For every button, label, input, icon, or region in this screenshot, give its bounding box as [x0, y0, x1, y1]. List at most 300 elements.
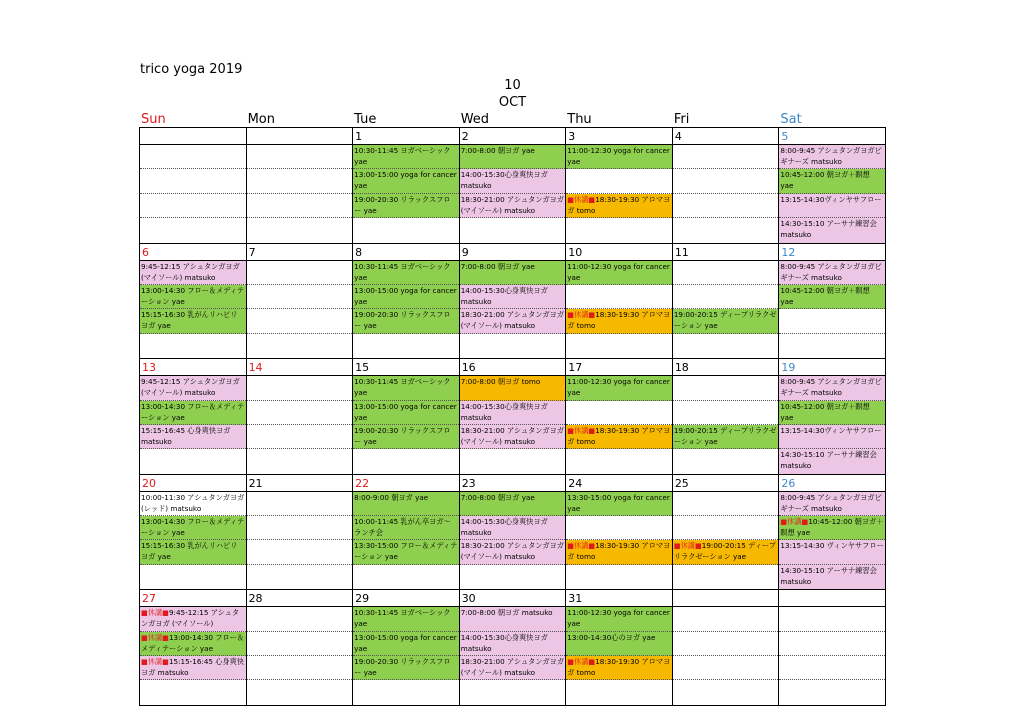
- class-slot: [140, 401, 246, 425]
- class-slot: [140, 492, 246, 516]
- day-cell: [246, 474, 353, 590]
- class-text: 18:30-21:00 アシュタンガヨガ (マイソール) matsuko: [460, 310, 565, 331]
- date-number: 23: [460, 475, 566, 492]
- day-cell: [353, 359, 460, 475]
- class-slot: [460, 401, 566, 425]
- day-cell: [779, 359, 886, 475]
- day-cell: [353, 474, 460, 590]
- class-slot: [247, 540, 353, 564]
- class-text: 15:15-16:30 乳がんリハビリヨガ yae: [141, 541, 238, 562]
- class-slot: [140, 376, 246, 400]
- class-slot: [566, 449, 672, 473]
- class-slot: [566, 145, 672, 169]
- day-cell: [566, 128, 673, 244]
- class-slot: [353, 285, 459, 309]
- class-text: 11:00-12:30 yoga for cancer yae: [567, 377, 670, 398]
- class-slot: [673, 492, 779, 516]
- class-slot: [353, 565, 459, 589]
- class-text: 7:00-8:00 朝ヨガ yae: [460, 146, 535, 155]
- class-slot: [566, 376, 672, 400]
- class-text: 9:45-12:15 アシュタンガヨガ (マイソール) matsuko: [141, 377, 240, 398]
- class-slot: [353, 516, 459, 540]
- class-text: 14:30-15:10 アーサナ練習会 matsuko: [780, 219, 877, 240]
- date-number: [779, 590, 885, 607]
- date-number: 7: [247, 244, 353, 261]
- class-text: 19:00-20:30 リラックスフロー yae: [354, 425, 451, 446]
- day-cell: [566, 243, 673, 359]
- class-slot: [460, 169, 566, 193]
- class-text: 13:15-14:30ヴィンヤサフロー: [780, 194, 882, 204]
- class-slot: [247, 656, 353, 680]
- date-number: 19: [779, 359, 885, 376]
- class-slot: [673, 680, 779, 704]
- day-cell: [672, 474, 779, 590]
- class-slot: [566, 285, 672, 309]
- class-slot: [673, 169, 779, 193]
- class-slot: [247, 680, 353, 704]
- day-cell: [779, 474, 886, 590]
- class-text: 13:00-15:00 yoga for cancer yae: [354, 401, 457, 422]
- class-text: 13:00-14:30 フロー＆メディテーション yae: [141, 401, 245, 422]
- class-slot: [779, 656, 885, 680]
- date-number: 22: [353, 475, 459, 492]
- class-slot: [353, 401, 459, 425]
- class-slot: [460, 145, 566, 169]
- class-slot: [566, 261, 672, 285]
- class-slot: [460, 425, 566, 449]
- class-text: 14:00-15:30心身爽快ヨガ matsuko: [460, 632, 548, 653]
- class-slot: [353, 607, 459, 631]
- day-cell: [140, 474, 247, 590]
- class-slot: [566, 656, 672, 680]
- class-text: 7:00-8:00 朝ヨガ yae: [460, 492, 535, 502]
- date-number: 25: [673, 475, 779, 492]
- class-text: 14:00-15:30心身爽快ヨガ matsuko: [460, 170, 548, 191]
- class-slot: [353, 449, 459, 473]
- class-slot: [566, 680, 672, 704]
- class-text: 18:30-19:30 アロマヨガ tomo: [567, 194, 671, 215]
- date-number: 6: [140, 244, 246, 261]
- cancelled-mark: ■休講■: [567, 194, 596, 204]
- class-slot: [779, 261, 885, 285]
- class-text: 19:00-20:15 ディープリラクゼーション yae: [673, 310, 777, 331]
- day-cell: [459, 128, 566, 244]
- class-slot: [673, 425, 779, 449]
- class-text: 8:00-9:00 朝ヨガ yae: [354, 492, 429, 502]
- date-number: 17: [566, 359, 672, 376]
- class-text: 15:15-16:45 心身爽快ヨガ matsuko: [141, 425, 231, 446]
- class-text: 10:00-11:45 乳がん卒ヨガ～ランチ会: [354, 517, 451, 538]
- class-slot: [140, 194, 246, 218]
- class-slot: [673, 516, 779, 540]
- class-slot: [460, 194, 566, 218]
- class-slot: [779, 334, 885, 358]
- class-slot: [566, 540, 672, 564]
- class-slot: [247, 309, 353, 333]
- class-slot: [247, 376, 353, 400]
- date-number: 29: [353, 590, 459, 607]
- class-slot: [566, 309, 672, 333]
- class-slot: [460, 565, 566, 589]
- class-text: 11:00-12:30 yoga for cancer yae: [567, 146, 670, 166]
- class-text: 18:30-19:30 アロマヨガ tomo: [567, 425, 671, 446]
- date-number: 28: [247, 590, 353, 607]
- class-slot: [460, 449, 566, 473]
- class-slot: [247, 145, 353, 169]
- week-row: [140, 590, 886, 706]
- class-text: 18:30-19:30 アロマヨガ tomo: [567, 657, 671, 678]
- class-text: 15:15-16:30 乳がんリハビリヨガ yae: [141, 310, 238, 331]
- class-slot: [779, 218, 885, 242]
- class-slot: [353, 632, 459, 656]
- date-number: 11: [673, 244, 779, 261]
- class-slot: [566, 632, 672, 656]
- class-text: 18:30-19:30 アロマヨガ tomo: [567, 310, 671, 331]
- day-cell: [140, 359, 247, 475]
- day-cell: [566, 590, 673, 706]
- class-slot: [247, 334, 353, 358]
- class-text: 8:00-9:45 アシュタンガヨガビギナーズ matsuko: [780, 146, 882, 166]
- week-row: [140, 128, 886, 244]
- class-slot: [140, 309, 246, 333]
- class-text: 13:00-14:30 フロー＆メディテーション yae: [141, 632, 245, 653]
- class-text: 14:00-15:30心身爽快ヨガ matsuko: [460, 401, 548, 422]
- class-slot: [779, 449, 885, 473]
- class-slot: [140, 656, 246, 680]
- class-text: 8:00-9:45 アシュタンガヨガビギナーズ matsuko: [780, 492, 882, 513]
- class-text: 13:30-15:00 フロー＆メディテーション yae: [354, 541, 458, 562]
- class-slot: [566, 401, 672, 425]
- class-text: 19:00-20:30 リラックスフロー yae: [354, 310, 451, 331]
- class-text: 13:15-14:30ヴィンヤサフロー: [780, 425, 882, 435]
- class-text: 13:00-14:30 フロー＆メディテーション yae: [141, 517, 245, 538]
- class-text: 19:00-20:30 リラックスフロー yae: [354, 194, 451, 215]
- class-slot: [673, 145, 779, 169]
- date-number: 21: [247, 475, 353, 492]
- class-slot: [566, 218, 672, 242]
- class-slot: [353, 425, 459, 449]
- date-number: 14: [247, 359, 353, 376]
- date-number: 4: [673, 128, 779, 145]
- class-slot: [247, 261, 353, 285]
- class-slot: [779, 540, 885, 564]
- class-slot: [247, 218, 353, 242]
- class-slot: [566, 492, 672, 516]
- class-slot: [566, 607, 672, 631]
- class-slot: [460, 492, 566, 516]
- class-slot: [779, 607, 885, 631]
- cancelled-mark: ■休講■: [567, 657, 596, 667]
- class-slot: [460, 516, 566, 540]
- weekday-tue: Tue: [354, 112, 377, 127]
- class-slot: [673, 565, 779, 589]
- class-text: 13:00-14:30心のヨガ yae: [567, 632, 656, 642]
- class-text: 18:30-21:00 アシュタンガヨガ (マイソール) matsuko: [460, 425, 565, 446]
- class-slot: [460, 632, 566, 656]
- class-slot: [673, 334, 779, 358]
- class-text: 7:00-8:00 朝ヨガ tomo: [460, 377, 541, 387]
- day-cell: [672, 128, 779, 244]
- class-slot: [353, 194, 459, 218]
- class-slot: [566, 565, 672, 589]
- class-slot: [673, 449, 779, 473]
- class-text: 10:45-12:00 朝ヨガ＋瞑想 yae: [780, 517, 884, 538]
- class-slot: [247, 565, 353, 589]
- month-name: OCT: [498, 95, 527, 110]
- date-number: 18: [673, 359, 779, 376]
- class-slot: [673, 194, 779, 218]
- class-slot: [460, 607, 566, 631]
- day-cell: [779, 243, 886, 359]
- class-text: 14:00-15:30心身爽快ヨガ matsuko: [460, 285, 548, 306]
- class-slot: [140, 334, 246, 358]
- cancelled-mark: ■休講■: [567, 425, 596, 435]
- class-slot: [140, 565, 246, 589]
- date-number: 24: [566, 475, 672, 492]
- date-number: 8: [353, 244, 459, 261]
- class-text: 7:00-8:00 朝ヨガ yae: [460, 261, 535, 271]
- class-slot: [779, 492, 885, 516]
- day-cell: [672, 590, 779, 706]
- class-text: 13:15-14:30 ヴィンヤサフロー: [780, 541, 884, 551]
- class-text: 14:30-15:10 アーサナ練習会 matsuko: [780, 565, 877, 586]
- class-slot: [247, 607, 353, 631]
- class-slot: [673, 656, 779, 680]
- class-slot: [460, 285, 566, 309]
- class-slot: [353, 540, 459, 564]
- class-text: 8:00-9:45 アシュタンガヨガビギナーズ matsuko: [780, 377, 882, 398]
- day-cell: [140, 243, 247, 359]
- class-slot: [673, 401, 779, 425]
- class-slot: [353, 169, 459, 193]
- day-cell: [459, 474, 566, 590]
- date-number: 31: [566, 590, 672, 607]
- date-number: 9: [460, 244, 566, 261]
- class-slot: [140, 285, 246, 309]
- class-slot: [353, 656, 459, 680]
- date-number: 10: [566, 244, 672, 261]
- day-cell: [566, 359, 673, 475]
- class-text: 18:30-21:00 アシュタンガヨガ (マイソール) matsuko: [460, 541, 565, 562]
- class-slot: [353, 145, 459, 169]
- class-slot: [566, 516, 672, 540]
- cancelled-mark: ■休講■: [141, 608, 169, 618]
- weekday-thu: Thu: [567, 112, 592, 127]
- class-slot: [779, 376, 885, 400]
- class-slot: [779, 285, 885, 309]
- class-text: 8:00-9:45 アシュタンガヨガビギナーズ matsuko: [780, 261, 882, 282]
- class-text: 10:45-12:00 朝ヨガ＋瞑想 yae: [780, 401, 870, 422]
- day-cell: [353, 243, 460, 359]
- class-slot: [353, 376, 459, 400]
- day-cell: [672, 359, 779, 475]
- date-number: 16: [460, 359, 566, 376]
- date-number: 12: [779, 244, 885, 261]
- class-slot: [247, 401, 353, 425]
- date-number: 1: [353, 128, 459, 145]
- class-slot: [779, 632, 885, 656]
- class-slot: [566, 194, 672, 218]
- date-number: 30: [460, 590, 566, 607]
- class-slot: [673, 309, 779, 333]
- day-cell: [246, 359, 353, 475]
- class-text: 19:00-20:15 ディープリラクゼーション yae: [673, 541, 776, 562]
- class-slot: [460, 540, 566, 564]
- class-text: 11:00-12:30 yoga for cancer yae: [567, 261, 670, 282]
- class-text: 11:00-12:30 yoga for cancer yae: [567, 608, 670, 629]
- class-slot: [140, 607, 246, 631]
- week-row: [140, 359, 886, 475]
- date-number: 15: [353, 359, 459, 376]
- day-cell: [779, 128, 886, 244]
- class-slot: [460, 309, 566, 333]
- class-text: 14:00-15:30心身爽快ヨガ matsuko: [460, 517, 548, 538]
- class-slot: [779, 145, 885, 169]
- date-number: 20: [140, 475, 246, 492]
- class-text: 10:00-11:30 アシュタンガヨガ (レッド) matsuko: [141, 492, 245, 513]
- class-slot: [140, 425, 246, 449]
- day-cell: [353, 590, 460, 706]
- class-slot: [779, 565, 885, 589]
- class-text: 10:30-11:45 ヨガベーシック yae: [354, 146, 451, 166]
- class-slot: [140, 261, 246, 285]
- class-slot: [673, 218, 779, 242]
- class-slot: [247, 194, 353, 218]
- class-slot: [673, 285, 779, 309]
- class-text: 18:30-21:00 アシュタンガヨガ (マイソール) matsuko: [460, 657, 565, 678]
- class-text: 18:30-21:00 アシュタンガヨガ (マイソール) matsuko: [460, 194, 565, 215]
- day-cell: [140, 590, 247, 706]
- class-slot: [247, 516, 353, 540]
- cancelled-mark: ■休講■: [567, 541, 596, 551]
- class-slot: [673, 632, 779, 656]
- class-slot: [460, 261, 566, 285]
- class-text: 13:00-15:00 yoga for cancer yae: [354, 285, 457, 306]
- class-slot: [460, 218, 566, 242]
- class-slot: [460, 376, 566, 400]
- date-number: 27: [140, 590, 246, 607]
- day-cell: [566, 474, 673, 590]
- date-number: [247, 128, 353, 145]
- class-slot: [140, 632, 246, 656]
- class-slot: [353, 680, 459, 704]
- weekday-mon: Mon: [247, 112, 275, 127]
- cancelled-mark: ■休講■: [141, 632, 169, 642]
- day-cell: [672, 243, 779, 359]
- class-slot: [140, 145, 246, 169]
- day-cell: [779, 590, 886, 706]
- class-slot: [779, 401, 885, 425]
- week-row: [140, 243, 886, 359]
- date-number: 3: [566, 128, 672, 145]
- class-slot: [247, 425, 353, 449]
- class-text: 9:45-12:15 アシュタンガヨガ (マイソール): [141, 608, 240, 629]
- week-row: [140, 474, 886, 590]
- class-slot: [779, 680, 885, 704]
- class-text: 7:00-8:00 朝ヨガ matsuko: [460, 608, 553, 618]
- class-slot: [353, 309, 459, 333]
- class-slot: [247, 449, 353, 473]
- date-number: 5: [779, 128, 885, 145]
- class-slot: [353, 218, 459, 242]
- class-slot: [779, 194, 885, 218]
- class-slot: [673, 607, 779, 631]
- date-number: [673, 590, 779, 607]
- class-slot: [353, 334, 459, 358]
- class-slot: [779, 516, 885, 540]
- class-text: 13:00-15:00 yoga for cancer yae: [354, 632, 457, 653]
- weekday-wed: Wed: [460, 112, 490, 127]
- class-slot: [140, 680, 246, 704]
- day-cell: [459, 590, 566, 706]
- weekday-sat: Sat: [780, 112, 802, 127]
- class-text: 10:30-11:45 ヨガベーシック yae: [354, 261, 451, 282]
- class-slot: [247, 285, 353, 309]
- cancelled-mark: ■休講■: [141, 657, 169, 667]
- day-cell: [246, 128, 353, 244]
- date-number: [140, 128, 246, 145]
- date-number: 26: [779, 475, 885, 492]
- class-text: 13:00-15:00 yoga for cancer yae: [354, 170, 457, 191]
- weekday-header: [139, 112, 885, 128]
- date-number: 13: [140, 359, 246, 376]
- calendar-title: trico yoga 2019: [140, 62, 243, 77]
- class-text: 19:00-20:15 ディープリラクゼーション yae: [673, 425, 777, 446]
- class-text: 10:45-12:00 朝ヨガ＋瞑想 yae: [780, 285, 870, 306]
- class-text: 13:30-15:00 yoga for cancer yae: [567, 492, 670, 513]
- weekday-fri: Fri: [673, 112, 690, 127]
- cancelled-mark: ■休講■: [567, 310, 596, 320]
- class-slot: [566, 334, 672, 358]
- class-slot: [673, 540, 779, 564]
- class-slot: [140, 540, 246, 564]
- day-cell: [459, 243, 566, 359]
- class-slot: [460, 656, 566, 680]
- class-slot: [140, 449, 246, 473]
- class-slot: [247, 169, 353, 193]
- class-slot: [247, 632, 353, 656]
- class-slot: [353, 261, 459, 285]
- class-slot: [566, 169, 672, 193]
- class-slot: [140, 169, 246, 193]
- class-text: 18:30-19:30 アロマヨガ tomo: [567, 541, 671, 562]
- cancelled-mark: ■休講■: [780, 517, 809, 527]
- class-text: 13:00-14:30 フロー＆メディテーション yae: [141, 285, 245, 306]
- day-cell: [246, 590, 353, 706]
- class-text: 15:15-16:45 心身爽快ヨガ matsuko: [141, 657, 245, 678]
- day-cell: [353, 128, 460, 244]
- class-text: 10:45-12:00 朝ヨガ＋瞑想 yae: [780, 170, 870, 191]
- class-text: 9:45-12:15 アシュタンガヨガ (マイソール) matsuko: [141, 261, 240, 282]
- month-number: 10: [504, 78, 521, 93]
- calendar-grid: [139, 127, 886, 706]
- class-text: 19:00-20:30 リラックスフロー yae: [354, 657, 451, 678]
- class-text: 10:30-11:45 ヨガベーシック yae: [354, 377, 451, 398]
- weekday-sun: Sun: [141, 112, 166, 127]
- class-slot: [247, 492, 353, 516]
- class-slot: [460, 680, 566, 704]
- class-slot: [779, 169, 885, 193]
- class-slot: [460, 334, 566, 358]
- day-cell: [140, 128, 247, 244]
- class-slot: [673, 376, 779, 400]
- class-slot: [140, 516, 246, 540]
- class-slot: [673, 261, 779, 285]
- class-slot: [566, 425, 672, 449]
- class-text: 14:30-15:10 アーサナ練習会 matsuko: [780, 450, 877, 471]
- class-slot: [779, 309, 885, 333]
- cancelled-mark: ■休講■: [673, 541, 702, 551]
